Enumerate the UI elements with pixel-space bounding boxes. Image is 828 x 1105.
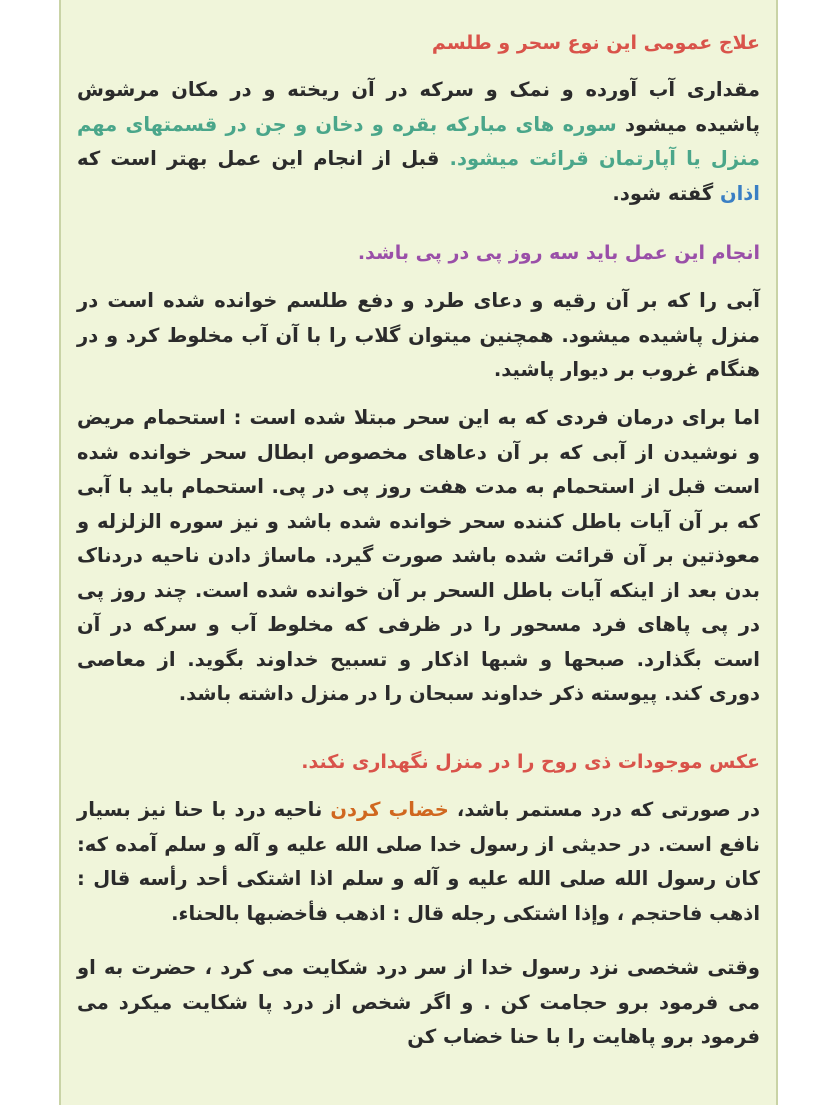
paragraph-hijama: وقتی شخصی نزد رسول خدا از سر درد شکایت می کرد ، حضرت به او می فرمود برو حجامت کن . و اگر شخص از درد پا شکایت میکرد می فرمود برو پاهایت را با حنا خضاب کن <box>77 956 760 1048</box>
heading-three-days: انجام این عمل باید سه روز پی در پی باشد. <box>357 242 760 264</box>
highlight-adhan: اذان <box>719 181 760 205</box>
heading-general-treatment: علاج عمومی این نوع سحر و طلسم <box>431 32 760 54</box>
paragraph-text: ناحیه درد با حنا نیز بسیار نافع است. در حدیثی از رسول خدا صلی الله علیه و آله و سلم آمده که: کان رسول الله صلی الله علیه و آله و سلم اذا اشتکی أحد رأسه قال : اذهب فاحتجم ، وإذا اشتکی رجله قال : اذهب فأخضبها بالحناء. <box>77 798 760 925</box>
paragraph-treatment-method <box>77 73 760 211</box>
paragraph-text: قبل از انجام این عمل بهتر است که <box>77 147 450 170</box>
paragraph-henna <box>77 793 760 931</box>
paragraph-text: مقداری آب آورده و نمک و سرکه در آن ریخته و در مکان مرشوش پاشیده میشود <box>77 78 760 136</box>
paragraph-text: در صورتی که درد مستمر باشد، <box>448 798 760 821</box>
paragraph-patient-treatment: اما برای درمان فردی که به این سحر مبتلا شده است : استحمام مریض و نوشیدن از آبی که بر آن دعاهای مخصوص ابطال سحر خوانده شده است قبل از استحمام به مدت هفت روز پی در پی. استحمام باید با آبی که بر آن آیات باطل کننده سحر خوانده شده باشد و نیز سوره الزلزله و معوذتین بر آن قرائت شده باشد صورت گیرد. ماساژ دادن ناحیه دردناک بدن بعد از اینکه آیات باطل السحر بر آن خوانده شده است. چند روز پی در پی پاهای فرد مسحور را در ظرفی که مخلوط آب و سرکه در آن است بگذارد. صبحها و شبها اذکار و تسبیح خداوند بگوید. از معاصی دوری کند. پیوسته ذکر خداوند سبحان را در منزل داشته باشد. <box>77 406 760 705</box>
content-panel <box>59 0 778 1105</box>
paragraph-ruqya-water: آبی را که بر آن رقیه و دعای طرد و دفع طلسم خوانده شده است در منزل پاشیده میشود. همچنین میتوان گلاب را با آن آب مخلوط کرد و در هنگام غروب بر دیوار پاشید. <box>77 289 760 381</box>
paragraph-text: گفته شود. <box>612 181 720 205</box>
heading-pictures-warning: عکس موجودات ذی روح را در منزل نگهداری نکند. <box>301 751 760 773</box>
highlight-surahs: سوره های مبارکه بقره و دخان و جن در قسمتهای مهم منزل یا آپارتمان قرائت میشود. <box>77 112 760 170</box>
highlight-henna-dye: خضاب کردن <box>330 798 449 821</box>
